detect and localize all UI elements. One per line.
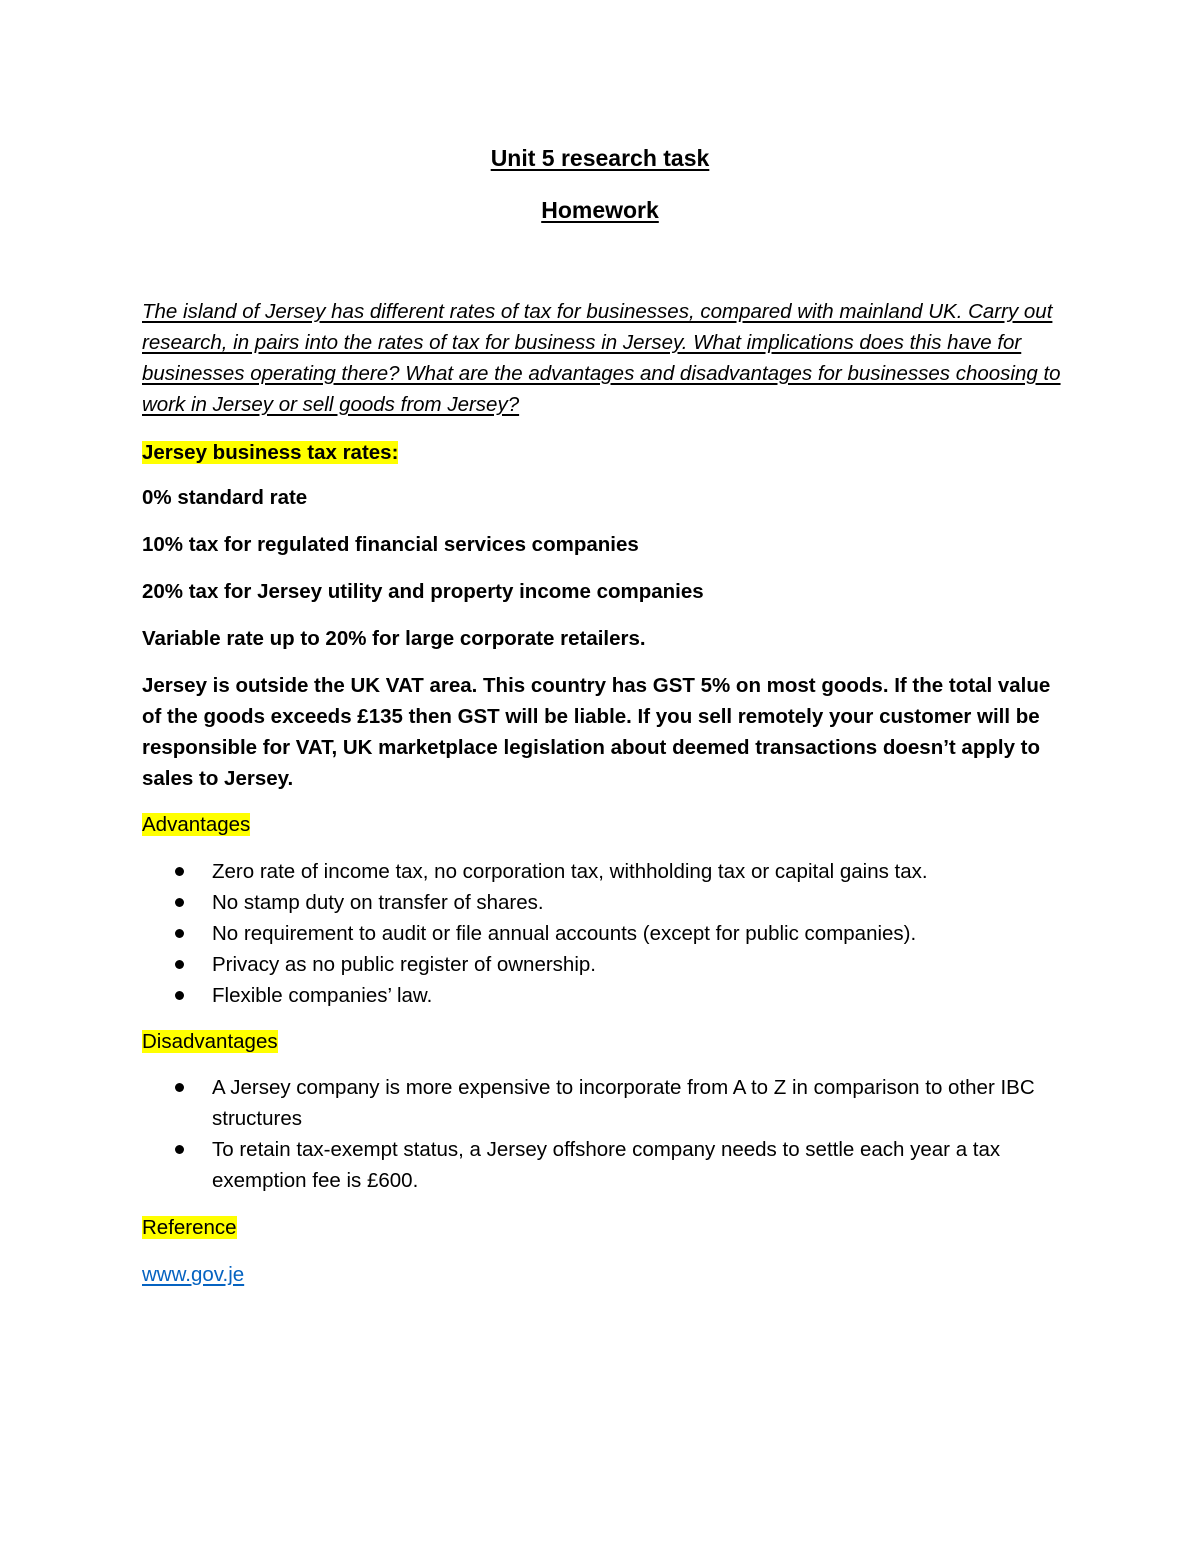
list-item [142,949,1052,980]
tax-rate-line: 10% tax for regulated financial services companies [142,533,639,556]
bullet-icon [175,898,184,907]
bullet-icon [175,867,184,876]
list-item [142,980,1052,1011]
bullet-icon [175,960,184,969]
gst-paragraph: Jersey is outside the UK VAT area. This country has GST 5% on most goods. If the total value of the goods exceeds £135 then GST will be liable. If you sell remotely your customer will be responsible for VAT, UK marketplace legislation about deemed transactions doesn’t apply to sales to Jersey. [142,674,1051,790]
bullet-icon [175,1083,184,1092]
list-item [142,887,1052,918]
list-item [142,856,1052,887]
list-item-text: Flexible companies’ law. [212,984,433,1007]
list-item-text: To retain tax-exempt status, a Jersey offshore company needs to settle each year a tax exemption fee is £600. [212,1138,1001,1192]
list-item [142,918,1052,949]
advantages-list [142,856,1052,1011]
reference-link[interactable]: www.gov.je [142,1263,245,1286]
advantages-heading [142,809,1062,840]
list-item-text: Zero rate of income tax, no corporation tax, withholding tax or capital gains tax. [212,860,928,883]
advantages-heading-text: Advantages [142,813,251,836]
bullet-icon [175,991,184,1000]
disadvantages-heading-text: Disadvantages [142,1030,278,1053]
disadvantages-list [142,1072,1052,1196]
rates-heading [142,437,1062,468]
disadvantages-heading [142,1026,1062,1057]
list-item-text: No requirement to audit or file annual accounts (except for public companies). [212,922,917,945]
rates-heading-text: Jersey business tax rates: [142,441,399,464]
tax-rate-line: 20% tax for Jersey utility and property income companies [142,580,704,603]
list-item-text: A Jersey company is more expensive to incorporate from A to Z in comparison to other IBC structures [212,1076,1035,1130]
document-title: Unit 5 research task [490,145,710,171]
list-item [142,1072,1052,1134]
bullet-icon [175,1145,184,1154]
reference-heading [142,1212,1062,1243]
list-item [142,1134,1052,1196]
list-item-text: Privacy as no public register of ownership. [212,953,596,976]
list-item-text: No stamp duty on transfer of shares. [212,891,544,914]
tax-rate-line: Variable rate up to 20% for large corporate retailers. [142,627,646,650]
tax-rate-line: 0% standard rate [142,486,308,509]
reference-heading-text: Reference [142,1216,237,1239]
bullet-icon [175,929,184,938]
task-instructions: The island of Jersey has different rates of tax for businesses, compared with mainland UK. Carry out research, in pairs into the rates of tax for business in Jersey. What implications does this have for businesses operating there? What are the advantages and disadvantages for businesses choosing to work in Jersey or sell goods from Jersey? [142,300,1061,416]
document-subtitle: Homework [541,197,659,223]
